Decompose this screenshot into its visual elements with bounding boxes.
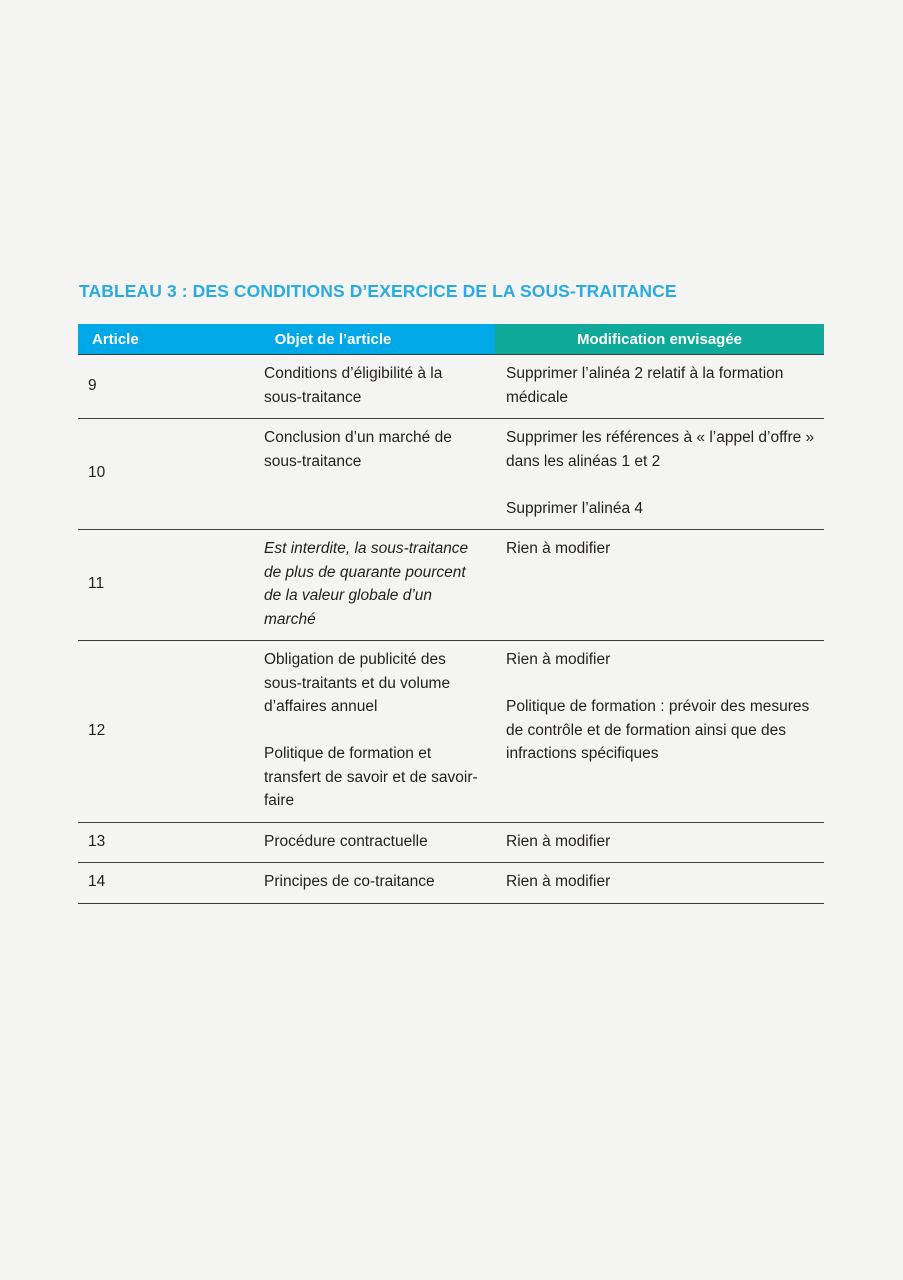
- table-row: [78, 641, 824, 823]
- objet-paragraph: Conditions d’éligibilité à la sous-traitance: [264, 365, 443, 406]
- cell-modification: [495, 419, 824, 530]
- cell-modification: [495, 641, 824, 823]
- modification-paragraph: Rien à modifier: [506, 873, 611, 890]
- table-row: [78, 355, 824, 419]
- modification-paragraph: Rien à modifier: [506, 540, 611, 557]
- cell-modification: [495, 822, 824, 863]
- table-body: [78, 355, 824, 904]
- table-block: [78, 280, 824, 904]
- objet-paragraph: Obligation de publicité des sous-traitants et du volume d’affaires annuel: [264, 651, 451, 715]
- cell-modification: [495, 863, 824, 904]
- column-header-modification: Modification envisagée: [495, 324, 824, 355]
- cell-objet: [171, 355, 495, 419]
- modification-paragraph: Politique de formation : prévoir des mesures de contrôle et de formation ainsi que des infractions spécifiques: [506, 698, 810, 762]
- cell-objet: [171, 641, 495, 823]
- conditions-table: [78, 324, 824, 904]
- cell-objet: [171, 863, 495, 904]
- objet-paragraph: Principes de co-traitance: [264, 873, 435, 890]
- cell-article: 12: [88, 721, 106, 739]
- modification-paragraph: Supprimer les références à « l’appel d’offre » dans les alinéas 1 et 2: [506, 429, 815, 470]
- objet-paragraph: Conclusion d’un marché de sous-traitance: [264, 429, 452, 470]
- cell-objet: [171, 530, 495, 641]
- cell-modification: [495, 530, 824, 641]
- cell-article: 13: [88, 832, 106, 850]
- modification-paragraph: Rien à modifier: [506, 651, 611, 668]
- table-header: [78, 324, 824, 355]
- column-header-objet: Objet de l’article: [171, 324, 495, 355]
- cell-article: 11: [88, 575, 105, 593]
- table-row: [78, 530, 824, 641]
- table-row: [78, 419, 824, 530]
- cell-modification: [495, 355, 824, 419]
- table-row: [78, 863, 824, 904]
- cell-article: 14: [88, 873, 106, 890]
- modification-paragraph: Supprimer l’alinéa 4: [506, 499, 643, 517]
- cell-objet: [171, 822, 495, 863]
- objet-paragraph: Procédure contractuelle: [264, 832, 428, 850]
- table-header-row: [78, 324, 824, 355]
- column-header-article: Article: [78, 324, 171, 355]
- objet-paragraph: Politique de formation et transfert de savoir et de savoir-faire: [264, 745, 478, 809]
- cell-article: 9: [88, 376, 97, 394]
- cell-objet: [171, 419, 495, 530]
- cell-article: 10: [88, 464, 106, 482]
- objet-paragraph: Est interdite, la sous-traitance de plus de quarante pourcent de la valeur globale d’un marché: [264, 540, 469, 628]
- modification-paragraph: Rien à modifier: [506, 832, 611, 850]
- table-caption: TABLEAU 3 : DES CONDITIONS D’EXERCICE DE LA SOUS-TRAITANCE: [79, 281, 677, 301]
- modification-paragraph: Supprimer l’alinéa 2 relatif à la formation médicale: [506, 365, 784, 406]
- table-row: [78, 822, 824, 863]
